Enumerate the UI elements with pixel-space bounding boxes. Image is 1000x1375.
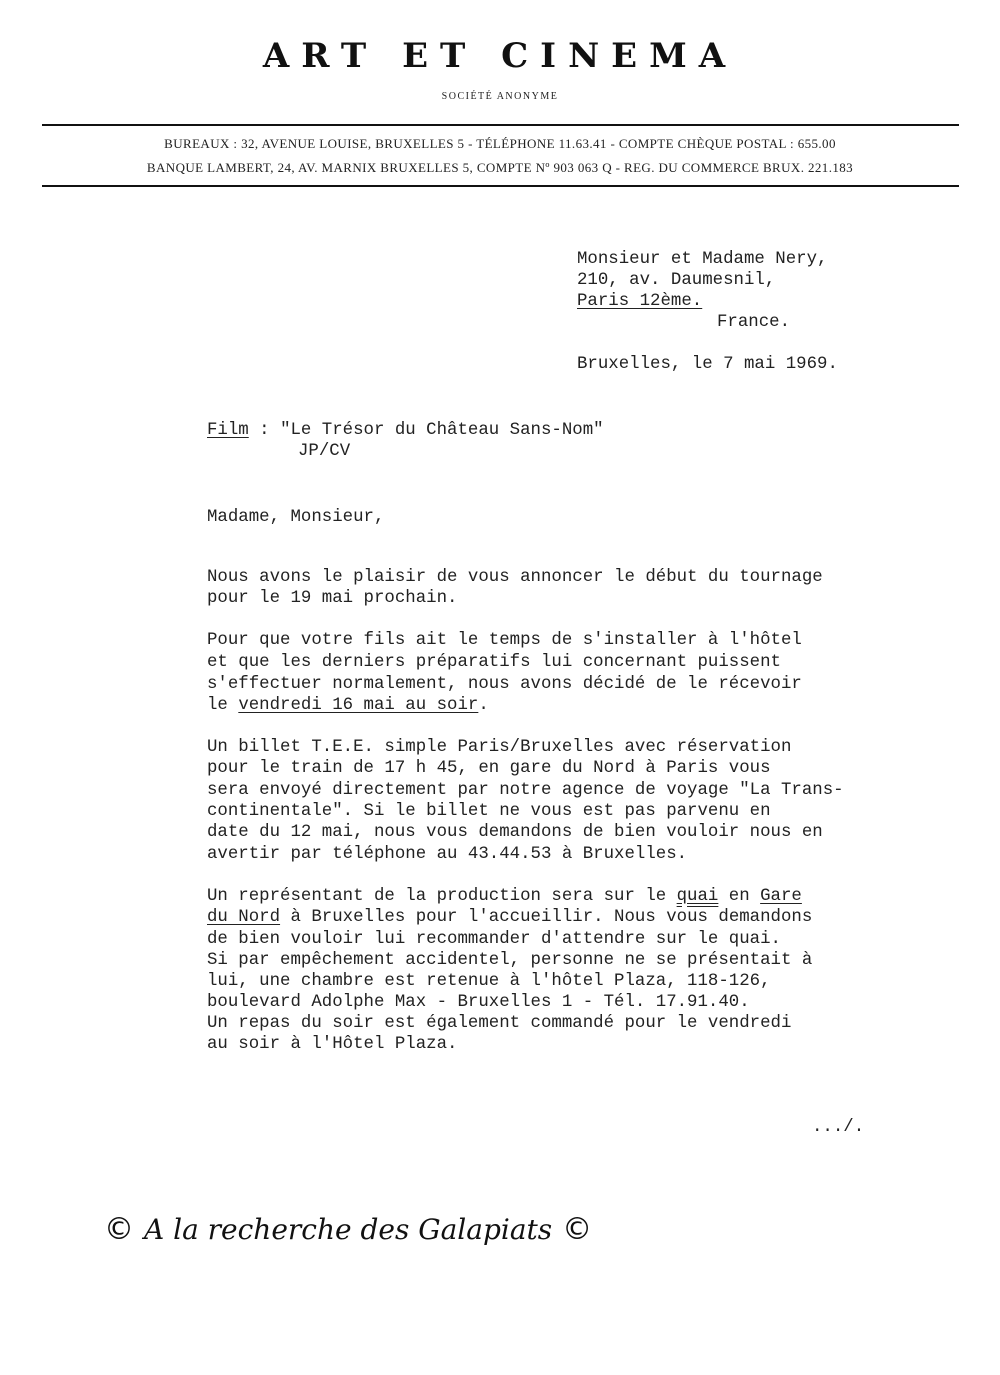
copyright-icon: © (104, 1212, 134, 1247)
paragraph-line: avertir par téléphone au 43.44.53 à Bruxelles. (207, 845, 688, 864)
recipient-city: Paris 12ème. (577, 292, 703, 311)
quai-emphasis: quai (676, 887, 719, 906)
paragraph-line: date du 12 mai, nous vous demandons de bien vouloir nous en (207, 823, 823, 842)
header-rule-bottom (42, 185, 959, 187)
subject-line (207, 420, 604, 441)
subject-reference: JP/CV (298, 442, 351, 461)
company-name: ART ET CINEMA (262, 36, 738, 76)
paragraph-line: au soir à l'Hôtel Plaza. (207, 1035, 458, 1054)
paragraph-line: Un repas du soir est également commandé pour le vendredi (207, 1014, 792, 1033)
paragraph-line (207, 695, 489, 716)
company-subtitle: SOCIÉTÉ ANONYME (441, 91, 559, 102)
subject-label: Film (207, 421, 249, 440)
paragraph-line: continentale". Si le billet ne vous est pas parvenu en (207, 802, 771, 821)
contact-line-offices: BUREAUX : 32, AVENUE LOUISE, BRUXELLES 5 - TÉLÉPHONE 11.63.41 - COMPTE CHÈQUE POSTAL : 655.00 (164, 136, 836, 151)
paragraph-line (207, 907, 812, 928)
recipient-name: Monsieur et Madame Nery, (577, 250, 828, 269)
text-run: Un représentant de la production sera sur le (207, 887, 677, 906)
paragraph-line: de bien vouloir lui recommander d'attendre sur le quai. (207, 930, 781, 949)
paragraph-line: pour le 19 mai prochain. (207, 589, 458, 608)
paragraph-line: Un billet T.E.E. simple Paris/Bruxelles avec réservation (207, 738, 792, 757)
paragraph-line: et que les derniers préparatifs lui concernant puissent (207, 653, 781, 672)
continuation-marker: .../. (812, 1118, 865, 1137)
text-prefix: le (207, 696, 239, 715)
contact-line-bank: BANQUE LAMBERT, 24, AV. MARNIX BRUXELLES 5, COMPTE Nº 903 063 Q - REG. DU COMMERCE BRUX. 221.183 (146, 160, 854, 175)
date-line: Bruxelles, le 7 mai 1969. (577, 355, 838, 374)
du-nord-emphasis: du Nord (207, 908, 281, 927)
text-run: en (718, 887, 761, 906)
paragraph-line: Pour que votre fils ait le temps de s'installer à l'hôtel (207, 631, 802, 650)
header-rule-top (42, 124, 959, 126)
paragraph-line: s'effectuer normalement, nous avons décidé de le récevoir (207, 675, 802, 694)
arrival-date-emphasis: vendredi 16 mai au soir (238, 696, 479, 715)
text-suffix: . (478, 696, 489, 715)
salutation: Madame, Monsieur, (207, 508, 385, 527)
gare-emphasis: Gare (760, 887, 802, 906)
watermark-text: A la recherche des Galapiats (144, 1213, 553, 1246)
paragraph-line: Si par empêchement accidentel, personne ne se présentait à (207, 951, 813, 970)
paragraph-line: lui, une chambre est retenue à l'hôtel Plaza, 118-126, (207, 972, 771, 991)
paragraph-line: Nous avons le plaisir de vous annoncer le début du tournage (207, 568, 823, 587)
recipient-street: 210, av. Daumesnil, (577, 271, 776, 290)
paragraph-line: boulevard Adolphe Max - Bruxelles 1 - Tél. 17.91.40. (207, 993, 750, 1012)
paragraph-line: pour le train de 17 h 45, en gare du Nord à Paris vous (207, 759, 771, 778)
copyright-icon: © (562, 1212, 593, 1247)
paragraph-line: sera envoyé directement par notre agence de voyage "La Trans- (207, 781, 844, 800)
recipient-country: France. (717, 313, 791, 332)
subject-separator: : (248, 421, 281, 440)
paragraph-line (207, 886, 802, 907)
copyright-watermark (104, 1212, 592, 1247)
subject-film-title: "Le Trésor du Château Sans-Nom" (280, 421, 604, 440)
text-run: à Bruxelles pour l'accueillir. Nous vous demandons (280, 908, 813, 927)
